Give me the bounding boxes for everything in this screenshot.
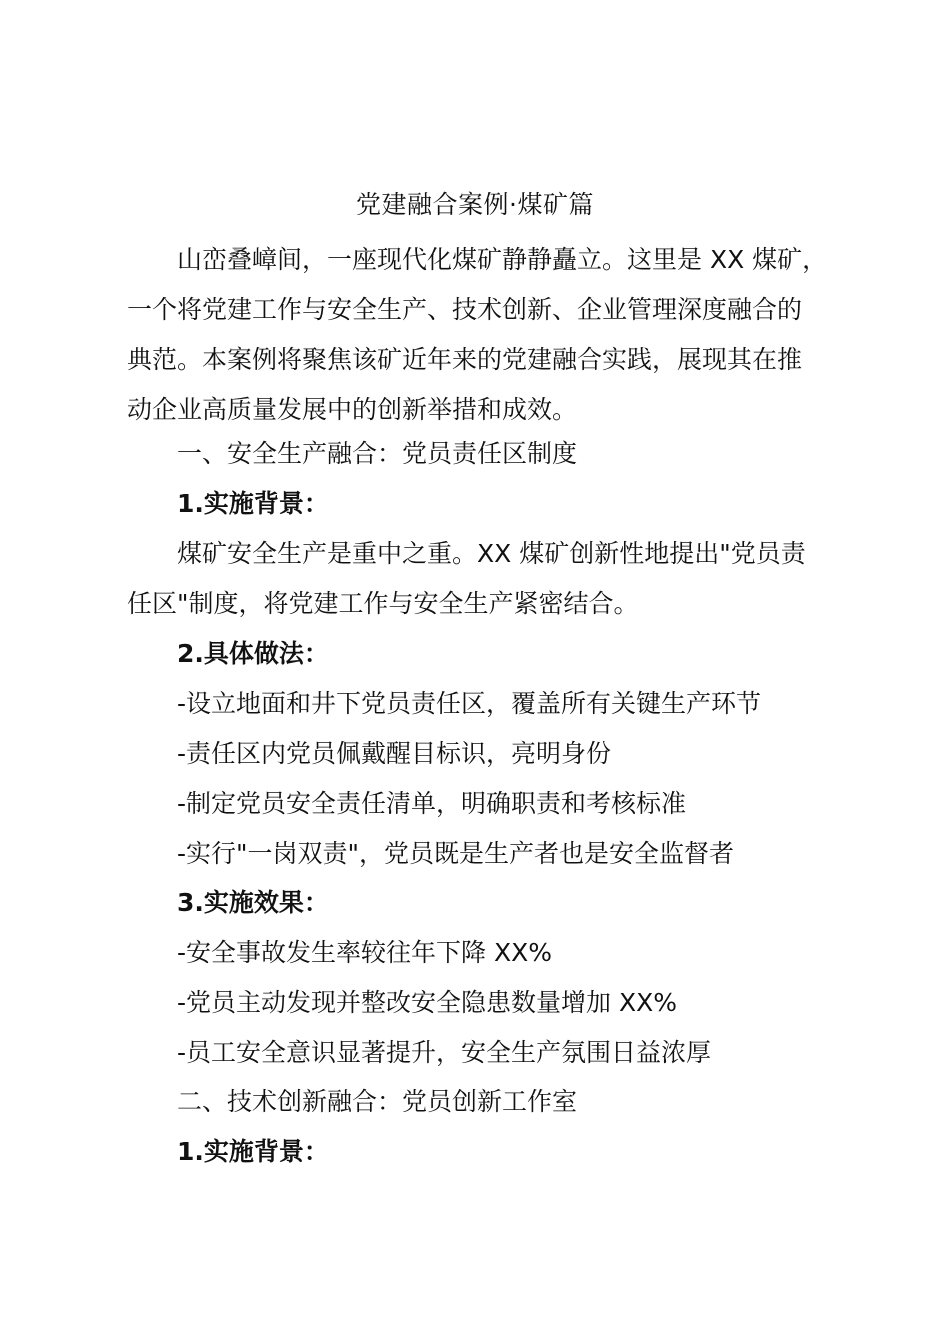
method-item: -制定党员安全责任清单，明确职责和考核标准 (177, 789, 687, 818)
effect-item: -党员主动发现并整改安全隐患数量增加 XX% (177, 988, 677, 1017)
intro-paragraph (127, 235, 867, 435)
intro-line: 动企业高质量发展中的创新举措和成效。 (127, 395, 578, 424)
method-item: -设立地面和井下党员责任区，覆盖所有关键生产环节 (177, 689, 762, 718)
section-2-heading: 二、技术创新融合：党员创新工作室 (177, 1087, 578, 1116)
section-1-background-line: 任区"制度，将党建工作与安全生产紧密结合。 (127, 589, 639, 618)
section-1-background-line: 煤矿安全生产是重中之重。XX 煤矿创新性地提出"党员责 (177, 539, 806, 568)
document-title: 党建融合案例·煤矿篇 (356, 190, 594, 219)
intro-line: 一个将党建工作与安全生产、技术创新、企业管理深度融合的 (127, 295, 803, 324)
section-1-heading: 一、安全生产融合：党员责任区制度 (177, 439, 578, 468)
section-1-method-heading: 2.具体做法： (177, 639, 329, 668)
section-2-background-heading: 1.实施背景： (177, 1137, 329, 1166)
intro-line: 典范。本案例将聚焦该矿近年来的党建融合实践，展现其在推 (127, 345, 803, 374)
section-1-effect-heading: 3.实施效果： (177, 888, 329, 917)
method-item: -实行"一岗双责"，党员既是生产者也是安全监督者 (177, 839, 735, 868)
section-1-background-heading: 1.实施背景： (177, 489, 329, 518)
intro-line: 山峦叠嶂间，一座现代化煤矿静静矗立。这里是 XX 煤矿， (177, 245, 828, 274)
effect-item: -安全事故发生率较往年下降 XX% (177, 938, 552, 967)
method-item: -责任区内党员佩戴醒目标识，亮明身份 (177, 739, 612, 768)
effect-item: -员工安全意识显著提升，安全生产氛围日益浓厚 (177, 1038, 712, 1067)
